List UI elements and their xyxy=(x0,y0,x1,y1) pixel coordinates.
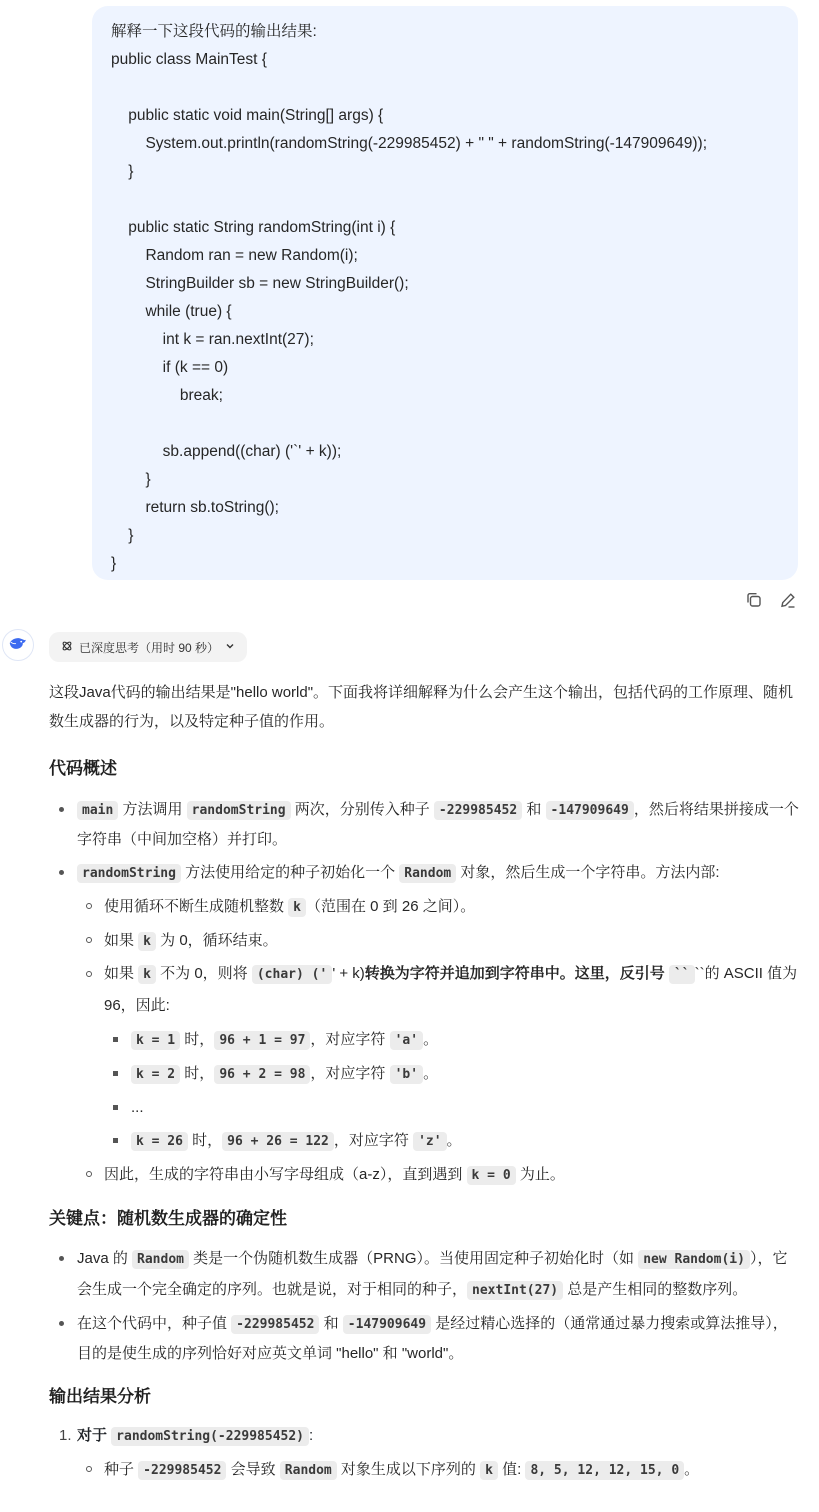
bold-text: 转换为字符并追加到字符串中。这里，反引号 xyxy=(364,965,669,982)
user-message-line xyxy=(111,410,779,438)
user-message-line: while (true) { xyxy=(111,303,232,320)
list-item xyxy=(104,1023,801,1057)
inline-code: randomString xyxy=(77,864,181,883)
text: 在这个代码中，种子值 xyxy=(77,1315,232,1332)
inline-code: k xyxy=(480,1461,498,1480)
text: ，对应字符 xyxy=(333,1132,414,1149)
text: 为 0，循环结束。 xyxy=(156,932,278,949)
text: （范围在 0 到 26 之间）。 xyxy=(306,898,476,915)
text: : xyxy=(309,1427,314,1444)
text: 和 xyxy=(319,1315,343,1332)
text: Java 的 xyxy=(77,1250,133,1267)
inline-code: -229985452 xyxy=(434,801,522,820)
text: 和 xyxy=(522,801,546,818)
inline-code: -229985452 xyxy=(231,1315,319,1334)
text: 因此，生成的字符串由小写字母组成（a-z），直到遇到 xyxy=(104,1166,467,1183)
list-item xyxy=(104,1124,801,1158)
text: 不为 0，则将 xyxy=(156,965,252,982)
text: 。 xyxy=(423,1065,439,1082)
user-message-line: if (k == 0) xyxy=(111,359,229,376)
text: 方法调用 xyxy=(118,801,187,818)
chevron-down-icon xyxy=(225,640,235,654)
text: 。 xyxy=(684,1461,700,1478)
user-message-line: StringBuilder sb = new StringBuilder(); xyxy=(111,275,409,292)
heading-output-analysis: 输出结果分析 xyxy=(49,1387,151,1406)
list-item xyxy=(77,890,801,924)
user-message-line: } xyxy=(111,471,151,488)
inline-code: 'b' xyxy=(390,1065,423,1084)
inline-code: 'z' xyxy=(413,1132,446,1151)
inline-code: `` xyxy=(669,965,695,984)
inline-code: new Random(i) xyxy=(638,1250,750,1269)
text: 方法使用给定的种子初始化一个 xyxy=(180,864,400,881)
sub-list xyxy=(77,1453,801,1487)
inline-code: (char) (' xyxy=(252,965,332,984)
list-item xyxy=(77,924,801,958)
text: 类是一个伪随机数生成器（PRNG）。当使用固定种子初始化时（如 xyxy=(189,1250,639,1267)
text: 时， xyxy=(187,1132,223,1149)
text: 使用循环不断生成随机整数 xyxy=(104,898,289,915)
user-message-line: 解释一下这段代码的输出结果: xyxy=(111,23,317,40)
inline-code: randomString(-229985452) xyxy=(111,1427,309,1446)
bold-text: 对于 xyxy=(77,1427,112,1444)
heading-overview: 代码概述 xyxy=(49,759,117,778)
output-analysis-list xyxy=(49,1421,801,1487)
text: 会导致 xyxy=(226,1461,280,1478)
inline-code: 'a' xyxy=(390,1031,423,1050)
text: 。 xyxy=(446,1132,462,1149)
inline-code: 8, 5, 12, 12, 15, 0 xyxy=(525,1461,684,1480)
inline-code: k xyxy=(138,965,156,984)
user-message-line: public static void main(String[] args) { xyxy=(111,107,384,124)
inline-code: k = 26 xyxy=(131,1132,188,1151)
text: 如果 xyxy=(104,965,139,982)
inline-code: -147909649 xyxy=(546,801,634,820)
inline-code: 96 + 1 = 97 xyxy=(214,1031,310,1050)
text: 。 xyxy=(423,1031,439,1048)
deep-think-icon xyxy=(61,640,73,655)
user-message-line xyxy=(111,186,779,214)
text: ... xyxy=(131,1099,144,1116)
inline-code: k xyxy=(288,898,306,917)
text: ' + k) xyxy=(332,965,365,982)
text: 如果 xyxy=(104,932,139,949)
assistant-answer xyxy=(49,678,801,1487)
text: 值: xyxy=(497,1461,526,1478)
list-item xyxy=(49,1309,801,1368)
heading-key-point: 关键点：随机数生成器的确定性 xyxy=(49,1209,287,1228)
assistant-avatar xyxy=(2,629,34,661)
inline-code: k xyxy=(138,932,156,951)
text: 时， xyxy=(180,1031,215,1048)
inline-code: 96 + 26 = 122 xyxy=(222,1132,334,1151)
intro-paragraph: 这段Java代码的输出结果是"hello world"。下面我将详细解释为什么会产生这个输出，包括代码的工作原理、随机数生成器的行为，以及特定种子值的作用。 xyxy=(49,684,794,730)
user-message-line: return sb.toString(); xyxy=(111,499,279,516)
text: ，对应字符 xyxy=(310,1031,390,1048)
thinking-toggle[interactable] xyxy=(49,632,247,662)
text: 时， xyxy=(180,1065,215,1082)
key-point-list xyxy=(49,1244,801,1368)
user-message-line: } xyxy=(111,163,134,180)
edit-icon[interactable] xyxy=(778,590,798,610)
list-number: 1. xyxy=(59,1427,72,1444)
list-item xyxy=(77,1158,801,1192)
inline-code: Random xyxy=(399,864,456,883)
inline-code: k = 2 xyxy=(131,1065,180,1084)
inline-code: -147909649 xyxy=(343,1315,431,1334)
user-message-bubble xyxy=(92,6,798,580)
text: 是经过精心选择的（通常通过暴力搜索或算法推导），目的是使生成的序列恰好对应英文单词 "hello" 和 "world"。 xyxy=(77,1315,788,1362)
user-message-line: public class MainTest { xyxy=(111,51,267,68)
text: ），它会生成一个完全确定的序列。也就是说，对于相同的种子， xyxy=(77,1250,788,1298)
whale-logo-icon xyxy=(7,632,29,658)
text: 两次，分别传入种子 xyxy=(290,801,434,818)
user-message-line: public static String randomString(int i) { xyxy=(111,219,396,236)
text: 种子 xyxy=(104,1461,139,1478)
text: ，然后将结果拼接成一个字符串（中间加空格）并打印。 xyxy=(77,801,799,848)
thinking-label: 已深度思考（用时 90 秒） xyxy=(79,640,220,655)
user-message-line: } xyxy=(111,527,134,544)
list-item xyxy=(77,1453,801,1487)
text: ，对应字符 xyxy=(310,1065,390,1082)
user-message-line: break; xyxy=(111,387,223,404)
sub-list xyxy=(77,890,801,1192)
user-message-line xyxy=(111,74,779,102)
user-message-line: } xyxy=(111,555,117,572)
sub-sub-list xyxy=(104,1023,801,1158)
user-message-line: Random ran = new Random(i); xyxy=(111,247,358,264)
list-item xyxy=(104,1057,801,1091)
inline-code: main xyxy=(77,801,118,820)
list-item xyxy=(77,958,801,1158)
user-message-line: System.out.println(randomString(-229985452) + " " + randomString(-147909649)); xyxy=(111,135,708,152)
copy-icon[interactable] xyxy=(744,590,764,610)
inline-code: 96 + 2 = 98 xyxy=(214,1065,310,1084)
list-item xyxy=(49,1244,801,1305)
list-item xyxy=(49,795,801,854)
inline-code: k = 0 xyxy=(467,1166,516,1185)
inline-code: nextInt(27) xyxy=(467,1281,563,1300)
list-item xyxy=(104,1091,801,1124)
text: 对象生成以下序列的 xyxy=(336,1461,481,1478)
text: ``的 ASCII 值为 96，因此: xyxy=(104,965,798,1014)
inline-code: Random xyxy=(132,1250,189,1269)
user-message-line: int k = ran.nextInt(27); xyxy=(111,331,314,348)
list-item xyxy=(49,858,801,1192)
text: 对象，然后生成一个字符串。方法内部: xyxy=(456,864,720,881)
list-item xyxy=(49,1421,801,1487)
user-message-line: sb.append((char) ('`' + k)); xyxy=(111,443,342,460)
text: 总是产生相同的整数序列。 xyxy=(563,1280,748,1298)
inline-code: Random xyxy=(280,1461,337,1480)
inline-code: randomString xyxy=(187,801,291,820)
overview-list xyxy=(49,795,801,1192)
inline-code: k = 1 xyxy=(131,1031,180,1050)
message-actions xyxy=(744,590,798,610)
inline-code: -229985452 xyxy=(138,1461,226,1480)
text: 为止。 xyxy=(515,1166,565,1183)
